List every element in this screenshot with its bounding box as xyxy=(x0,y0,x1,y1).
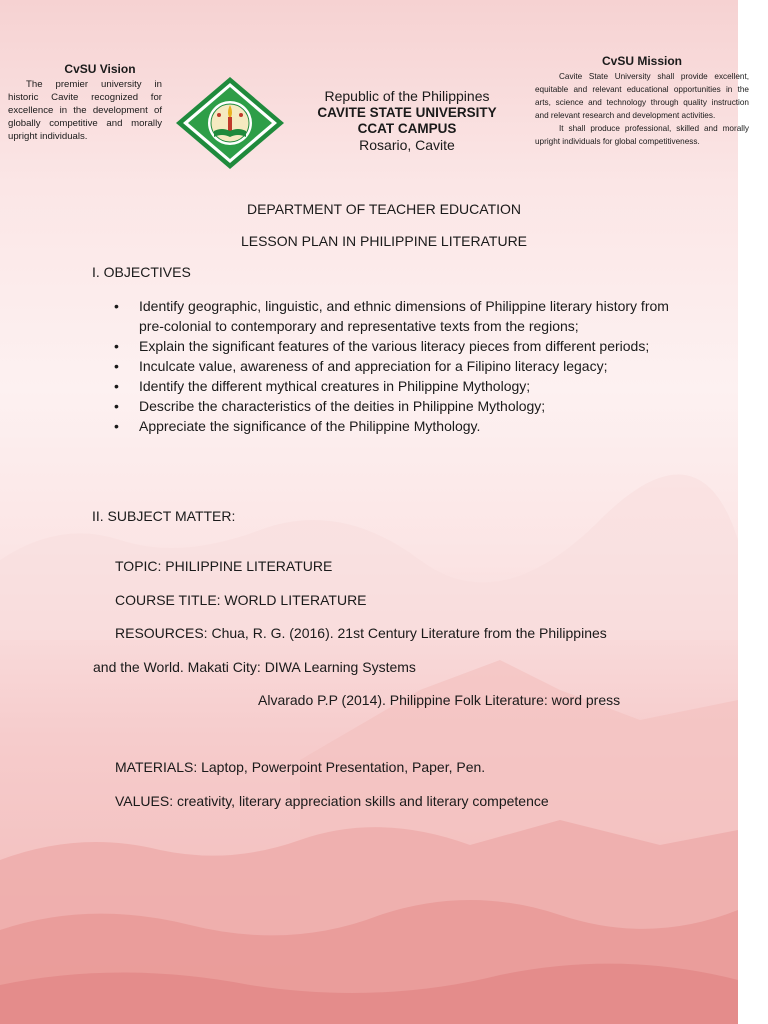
objective-item: • Appreciate the significance of the Philippine Mythology. xyxy=(112,416,672,436)
objectives-list xyxy=(112,296,672,436)
lesson-plan-title: LESSON PLAN IN PHILIPPINE LITERATURE xyxy=(240,233,528,249)
values-line: VALUES: creativity, literary appreciation skills and literary competence xyxy=(115,793,549,809)
institution-header xyxy=(298,88,516,154)
mission-title: CvSU Mission xyxy=(601,54,682,68)
resources-line-2: and the World. Makati City: DIWA Learning Systems xyxy=(93,659,416,675)
mission-paragraph-1: Cavite State University shall provide excellent, equitable and relevant educational opportunities in the arts, science and technology through quality instruction and relevant research and development activities. xyxy=(535,72,749,120)
materials-line: MATERIALS: Laptop, Powerpoint Presentation, Paper, Pen. xyxy=(115,759,486,775)
header-location: Rosario, Cavite xyxy=(359,137,455,153)
mission-paragraph-2: It shall produce professional, skilled and morally upright individuals for global competitiveness. xyxy=(535,124,749,146)
department-title: DEPARTMENT OF TEACHER EDUCATION xyxy=(246,201,522,217)
objective-item: • Inculcate value, awareness of and appreciation for a Filipino literacy legacy; xyxy=(112,356,672,376)
objective-item: • Explain the significant features of the various literacy pieces from different periods; xyxy=(112,336,672,356)
objective-item: • Identify the different mythical creatures in Philippine Mythology; xyxy=(112,376,672,396)
vision-text: The premier university in historic Cavite recognized for excellence in the development of globally competitive and morally upright individuals. xyxy=(8,79,162,142)
resources-line-1: RESOURCES: Chua, R. G. (2016). 21st Century Literature from the Philippines xyxy=(115,625,607,641)
objectives-heading: I. OBJECTIVES xyxy=(92,264,191,280)
objective-item: • Identify geographic, linguistic, and ethnic dimensions of Philippine literary history from pre-colonial to contemporary and representative texts from the regions; xyxy=(112,296,672,336)
objective-item: • Describe the characteristics of the deities in Philippine Mythology; xyxy=(112,396,672,416)
header-republic: Republic of the Philippines xyxy=(324,88,490,104)
header-university: CAVITE STATE UNIVERSITY xyxy=(317,105,497,120)
mission-text xyxy=(535,70,749,148)
university-seal-icon xyxy=(174,75,286,171)
vision-title: CvSU Vision xyxy=(64,62,136,76)
header-campus: CCAT CAMPUS xyxy=(357,121,457,136)
subject-matter-heading: II. SUBJECT MATTER: xyxy=(92,508,236,524)
topic-line: TOPIC: PHILIPPINE LITERATURE xyxy=(115,558,333,574)
course-title-line: COURSE TITLE: WORLD LITERATURE xyxy=(115,592,367,608)
page-margin xyxy=(738,0,768,1024)
resources-line-3: Alvarado P.P (2014). Philippine Folk Literature: word press xyxy=(258,692,621,708)
